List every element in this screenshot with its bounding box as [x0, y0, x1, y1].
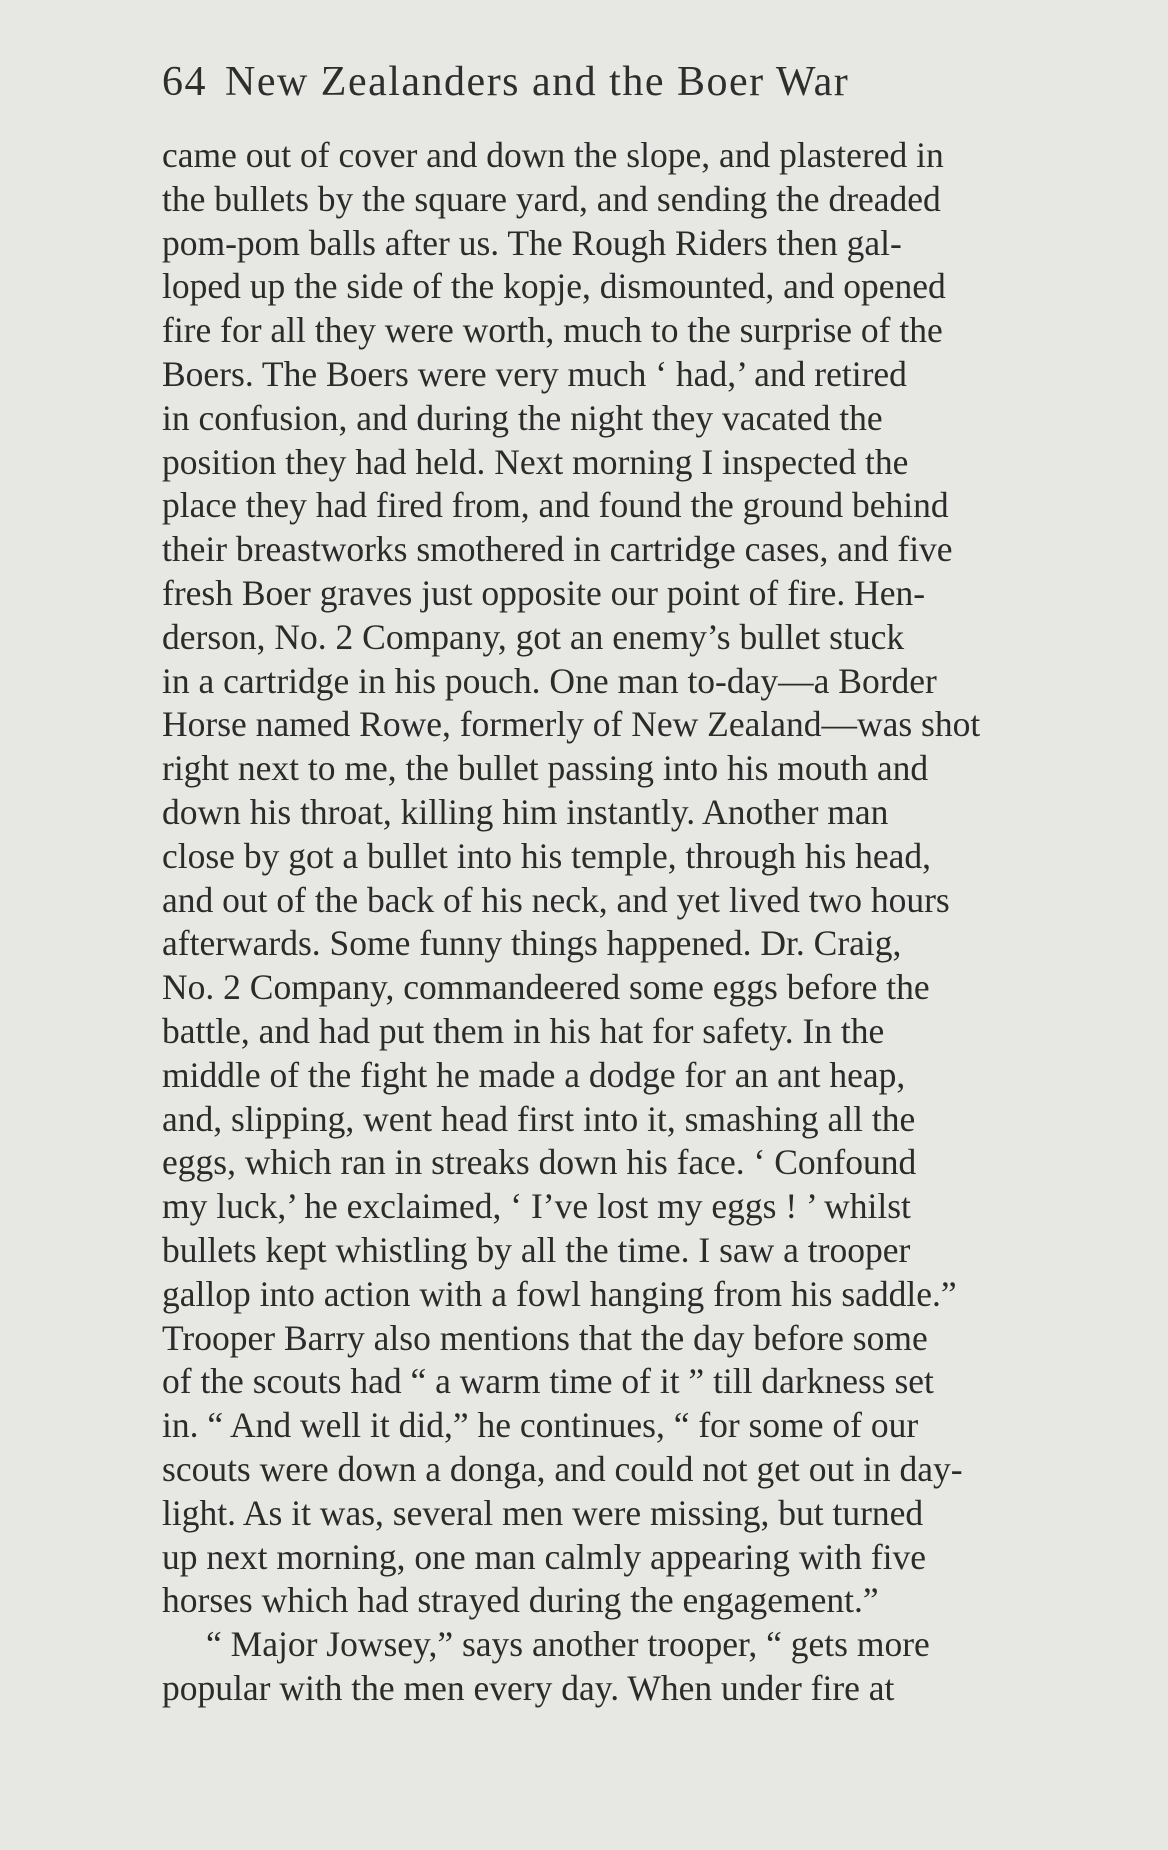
- text-line: loped up the side of the kopje, dismounted, and opened: [162, 266, 946, 307]
- text-line: in a cartridge in his pouch. One man to-day—a Border: [162, 660, 937, 701]
- text-line: eggs, which ran in streaks down his face. ‘ Confound: [162, 1142, 917, 1183]
- text-line: in confusion, and during the night they vacated the: [162, 397, 883, 438]
- text-line: and, slipping, went head first into it, smashing all the: [162, 1098, 916, 1139]
- text-line: fresh Boer graves just opposite our point of fire. Hen-: [162, 572, 926, 613]
- text-line: No. 2 Company, commandeered some eggs before the: [162, 967, 930, 1008]
- text-line: and out of the back of his neck, and yet lived two hours: [162, 879, 950, 920]
- text-line: their breastworks smothered in cartridge cases, and five: [162, 529, 953, 570]
- text-line: position they had held. Next morning I inspected the: [162, 441, 909, 482]
- text-line: horses which had strayed during the engagement.”: [162, 1580, 879, 1621]
- text-line: close by got a bullet into his temple, through his head,: [162, 835, 932, 876]
- text-line: scouts were down a donga, and could not get out in day-: [162, 1448, 963, 1489]
- text-line: bullets kept whistling by all the time. I saw a trooper: [162, 1229, 911, 1270]
- text-line: popular with the men every day. When under fire at: [162, 1667, 895, 1708]
- text-line: afterwards. Some funny things happened. Dr. Craig,: [162, 923, 902, 964]
- text-line: fire for all they were worth, much to the surprise of the: [162, 310, 943, 351]
- text-line: my luck,’ he exclaimed, ‘ I’ve lost my eggs ! ’ whilst: [162, 1186, 911, 1227]
- text-line: derson, No. 2 Company, got an enemy’s bullet stuck: [162, 616, 905, 657]
- running-header: [162, 58, 1042, 114]
- text-line: Horse named Rowe, formerly of New Zealand—was shot: [162, 704, 981, 745]
- page-number: 64: [162, 59, 207, 105]
- text-line: in. “ And well it did,” he continues, “ for some of our: [162, 1405, 919, 1446]
- text-line: came out of cover and down the slope, and plastered in: [162, 135, 944, 175]
- text-line: “ Major Jowsey,” says another trooper, “ gets more: [206, 1624, 930, 1665]
- text-line: place they had fired from, and found the ground behind: [162, 485, 949, 526]
- text-line: the bullets by the square yard, and sending the dreaded: [162, 178, 941, 219]
- text-line: up next morning, one man calmly appearing with five: [162, 1536, 927, 1577]
- text-line: Trooper Barry also mentions that the day before some: [162, 1317, 928, 1358]
- text-line: right next to me, the bullet passing into his mouth and: [162, 748, 929, 789]
- text-line: gallop into action with a fowl hanging from his saddle.”: [162, 1273, 957, 1314]
- text-line: middle of the fight he made a dodge for an ant heap,: [162, 1054, 906, 1095]
- text-line: pom-pom balls after us. The Rough Riders then gal-: [162, 222, 902, 263]
- body-text: [162, 134, 1112, 1711]
- text-line: light. As it was, several men were missing, but turned: [162, 1492, 924, 1533]
- running-title: New Zealanders and the Boer War: [225, 59, 850, 105]
- text-line: of the scouts had “ a warm time of it ” till darkness set: [162, 1361, 934, 1402]
- text-line: battle, and had put them in his hat for safety. In the: [162, 1010, 885, 1051]
- text-line: Boers. The Boers were very much ‘ had,’ and retired: [162, 353, 907, 394]
- text-line: down his throat, killing him instantly. Another man: [162, 791, 889, 832]
